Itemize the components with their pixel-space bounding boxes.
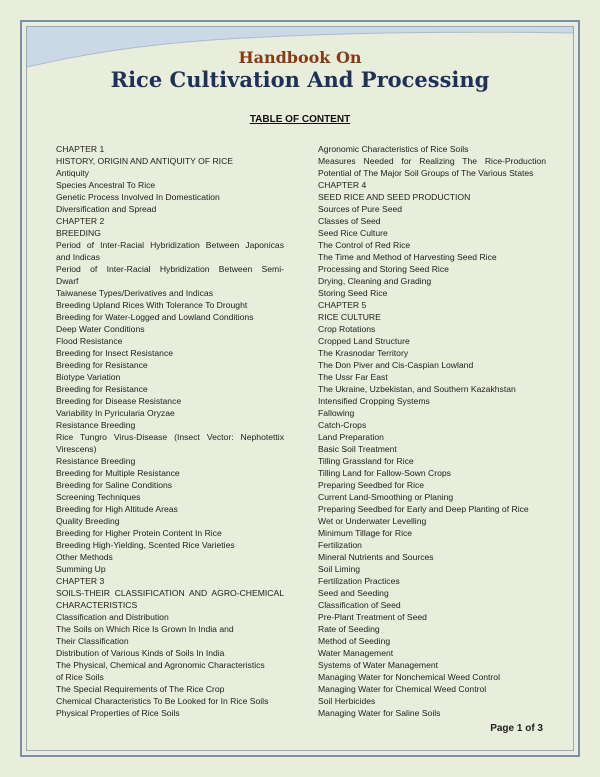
toc-entry: Fertilization Practices — [318, 576, 400, 586]
toc-right-column — [318, 143, 546, 719]
toc-entry: Agronomic Characteristics of Rice Soils — [318, 144, 469, 154]
toc-entry: of Rice Soils — [56, 672, 104, 682]
toc-entry: Physical Properties of Rice Soils — [56, 708, 180, 718]
toc-entry: Tilling Land for Fallow-Sown Crops — [318, 468, 451, 478]
toc-entry: Preparing Seedbed for Rice — [318, 480, 425, 490]
toc-entry: The Don Piver and Cis-Caspian Lowland — [318, 360, 474, 370]
toc-entry: Measures Needed for Realizing The Rice-Production — [318, 156, 546, 166]
toc-entry: Potential of The Major Soil Groups of The Various States — [318, 168, 534, 178]
toc-entry: Rate of Seeding — [318, 624, 380, 634]
toc-entry: Breeding for Resistance — [56, 384, 148, 394]
toc-entry: SOILS-THEIR CLASSIFICATION AND AGRO-CHEMICAL — [56, 588, 284, 598]
toc-entry: Fertilization — [318, 540, 362, 550]
toc-entry: Managing Water for Chemical Weed Control — [318, 684, 487, 694]
toc-entry: Pre-Plant Treatment of Seed — [318, 612, 427, 622]
toc-entry: Breeding for Multiple Resistance — [56, 468, 180, 478]
toc-entry: Classification of Seed — [318, 600, 401, 610]
toc-entry: Breeding Upland Rices With Tolerance To Drought — [56, 300, 248, 310]
toc-entry: Resistance Breeding — [56, 420, 136, 430]
toc-entry: The Ussr Far East — [318, 372, 388, 382]
toc-entry: CHAPTER 4 — [318, 180, 367, 190]
toc-entry: Breeding for Resistance — [56, 360, 148, 370]
toc-entry: Seed and Seeding — [318, 588, 389, 598]
toc-entry: Variability In Pyricularia Oryzae — [56, 408, 175, 418]
toc-entry: Soil Liming — [318, 564, 361, 574]
toc-entry: Drying, Cleaning and Grading — [318, 276, 432, 286]
toc-entry: Breeding for Insect Resistance — [56, 348, 174, 358]
book-title: Rice Cultivation And Processing — [110, 67, 490, 92]
toc-entry: The Time and Method of Harvesting Seed Rice — [318, 252, 497, 262]
toc-entry: CHAPTER 2 — [56, 216, 105, 226]
toc-entry: Crop Rotations — [318, 324, 376, 334]
toc-entry: Quality Breeding — [56, 516, 120, 526]
toc-heading: TABLE OF CONTENT — [249, 114, 351, 125]
toc-entry: Method of Seeding — [318, 636, 391, 646]
toc-entry: Rice Tungro Virus-Disease (Insect Vector: Nephotettix — [56, 432, 284, 442]
toc-entry: Flood Resistance — [56, 336, 123, 346]
toc-entry: Soil Herbicides — [318, 696, 376, 706]
toc-entry: The Control of Red Rice — [318, 240, 411, 250]
toc-entry: Catch-Crops — [318, 420, 367, 430]
toc-left-column — [56, 143, 284, 719]
toc-entry: The Special Requirements of The Rice Crop — [56, 684, 225, 694]
toc-entry: Minimum Tillage for Rice — [318, 528, 413, 538]
toc-entry: Breeding for Water-Logged and Lowland Conditions — [56, 312, 254, 322]
toc-entry: Summing Up — [56, 564, 106, 574]
toc-entry: Breeding for Saline Conditions — [56, 480, 173, 490]
toc-entry: Biotype Variation — [56, 372, 121, 382]
toc-entry: Tilling Grassland for Rice — [318, 456, 414, 466]
toc-entry: Managing Water for Saline Soils — [318, 708, 441, 718]
toc-entry: The Ukraine, Uzbekistan, and Southern Kazakhstan — [318, 384, 516, 394]
toc-entry: Mineral Nutrients and Sources — [318, 552, 434, 562]
toc-entry: Diversification and Spread — [56, 204, 157, 214]
toc-entry: RICE CULTURE — [318, 312, 381, 322]
toc-entry: CHAPTER 5 — [318, 300, 367, 310]
toc-entry: Basic Soil Treatment — [318, 444, 397, 454]
toc-entry: Dwarf — [56, 276, 79, 286]
toc-entry: Classification and Distribution — [56, 612, 169, 622]
toc-entry: Water Management — [318, 648, 394, 658]
toc-entry: Cropped Land Structure — [318, 336, 410, 346]
toc-entry: Their Classification — [56, 636, 129, 646]
toc-entry: Distribution of Various Kinds of Soils In India — [56, 648, 225, 658]
toc-entry: Managing Water for Nonchemical Weed Control — [318, 672, 500, 682]
toc-entry: Storing Seed Rice — [318, 288, 388, 298]
toc-entry: The Krasnodar Territory — [318, 348, 409, 358]
toc-entry: Systems of Water Management — [318, 660, 439, 670]
toc-entry: Processing and Storing Seed Rice — [318, 264, 449, 274]
book-subtitle: Handbook On — [238, 48, 362, 67]
toc-entry: and Indicas — [56, 252, 100, 262]
toc-entry: Species Ancestral To Rice — [56, 180, 156, 190]
toc-entry: HISTORY, ORIGIN AND ANTIQUITY OF RICE — [56, 156, 234, 166]
toc-entry: SEED RICE AND SEED PRODUCTION — [318, 192, 471, 202]
toc-entry: BREEDING — [56, 228, 101, 238]
toc-entry: Deep Water Conditions — [56, 324, 145, 334]
toc-entry: Wet or Underwater Levelling — [318, 516, 427, 526]
toc-entry: Current Land-Smoothing or Planing — [318, 492, 454, 502]
toc-entry: Breeding for High Altitude Areas — [56, 504, 178, 514]
toc-entry: Breeding for Disease Resistance — [56, 396, 182, 406]
toc-entry: Chemical Characteristics To Be Looked for In Rice Soils — [56, 696, 269, 706]
page-number: Page 1 of 3 — [490, 723, 543, 734]
toc-entry: Land Preparation — [318, 432, 384, 442]
toc-entry: Intensified Cropping Systems — [318, 396, 430, 406]
toc-entry: Virescens) — [56, 444, 97, 454]
toc-entry: Period of Inter-Racial Hybridization Between Japonicas — [56, 240, 284, 250]
toc-entry: The Soils on Which Rice Is Grown In India and — [56, 624, 234, 634]
toc-entry: Other Methods — [56, 552, 113, 562]
toc-entry: CHAPTER 3 — [56, 576, 105, 586]
toc-entry: Breeding for Higher Protein Content In Rice — [56, 528, 222, 538]
toc-entry: Preparing Seedbed for Early and Deep Planting of Rice — [318, 504, 529, 514]
toc-entry: Genetic Process Involved In Domestication — [56, 192, 220, 202]
toc-entry: Sources of Pure Seed — [318, 204, 403, 214]
toc-entry: Period of Inter-Racial Hybridization Between Semi- — [56, 264, 284, 274]
toc-entry: Classes of Seed — [318, 216, 381, 226]
toc-entry: CHAPTER 1 — [56, 144, 105, 154]
toc-entry: Breeding High-Yielding, Scented Rice Varieties — [56, 540, 235, 550]
toc-entry: CHARACTERISTICS — [56, 600, 138, 610]
toc-entry: Fallowing — [318, 408, 355, 418]
toc-entry: Resistance Breeding — [56, 456, 136, 466]
toc-entry: Taiwanese Types/Derivatives and Indicas — [56, 288, 213, 298]
toc-entry: Screening Techniques — [56, 492, 141, 502]
toc-entry: Seed Rice Culture — [318, 228, 388, 238]
toc-entry: Antiquity — [56, 168, 89, 178]
toc-entry: The Physical, Chemical and Agronomic Characteristics — [56, 660, 265, 670]
